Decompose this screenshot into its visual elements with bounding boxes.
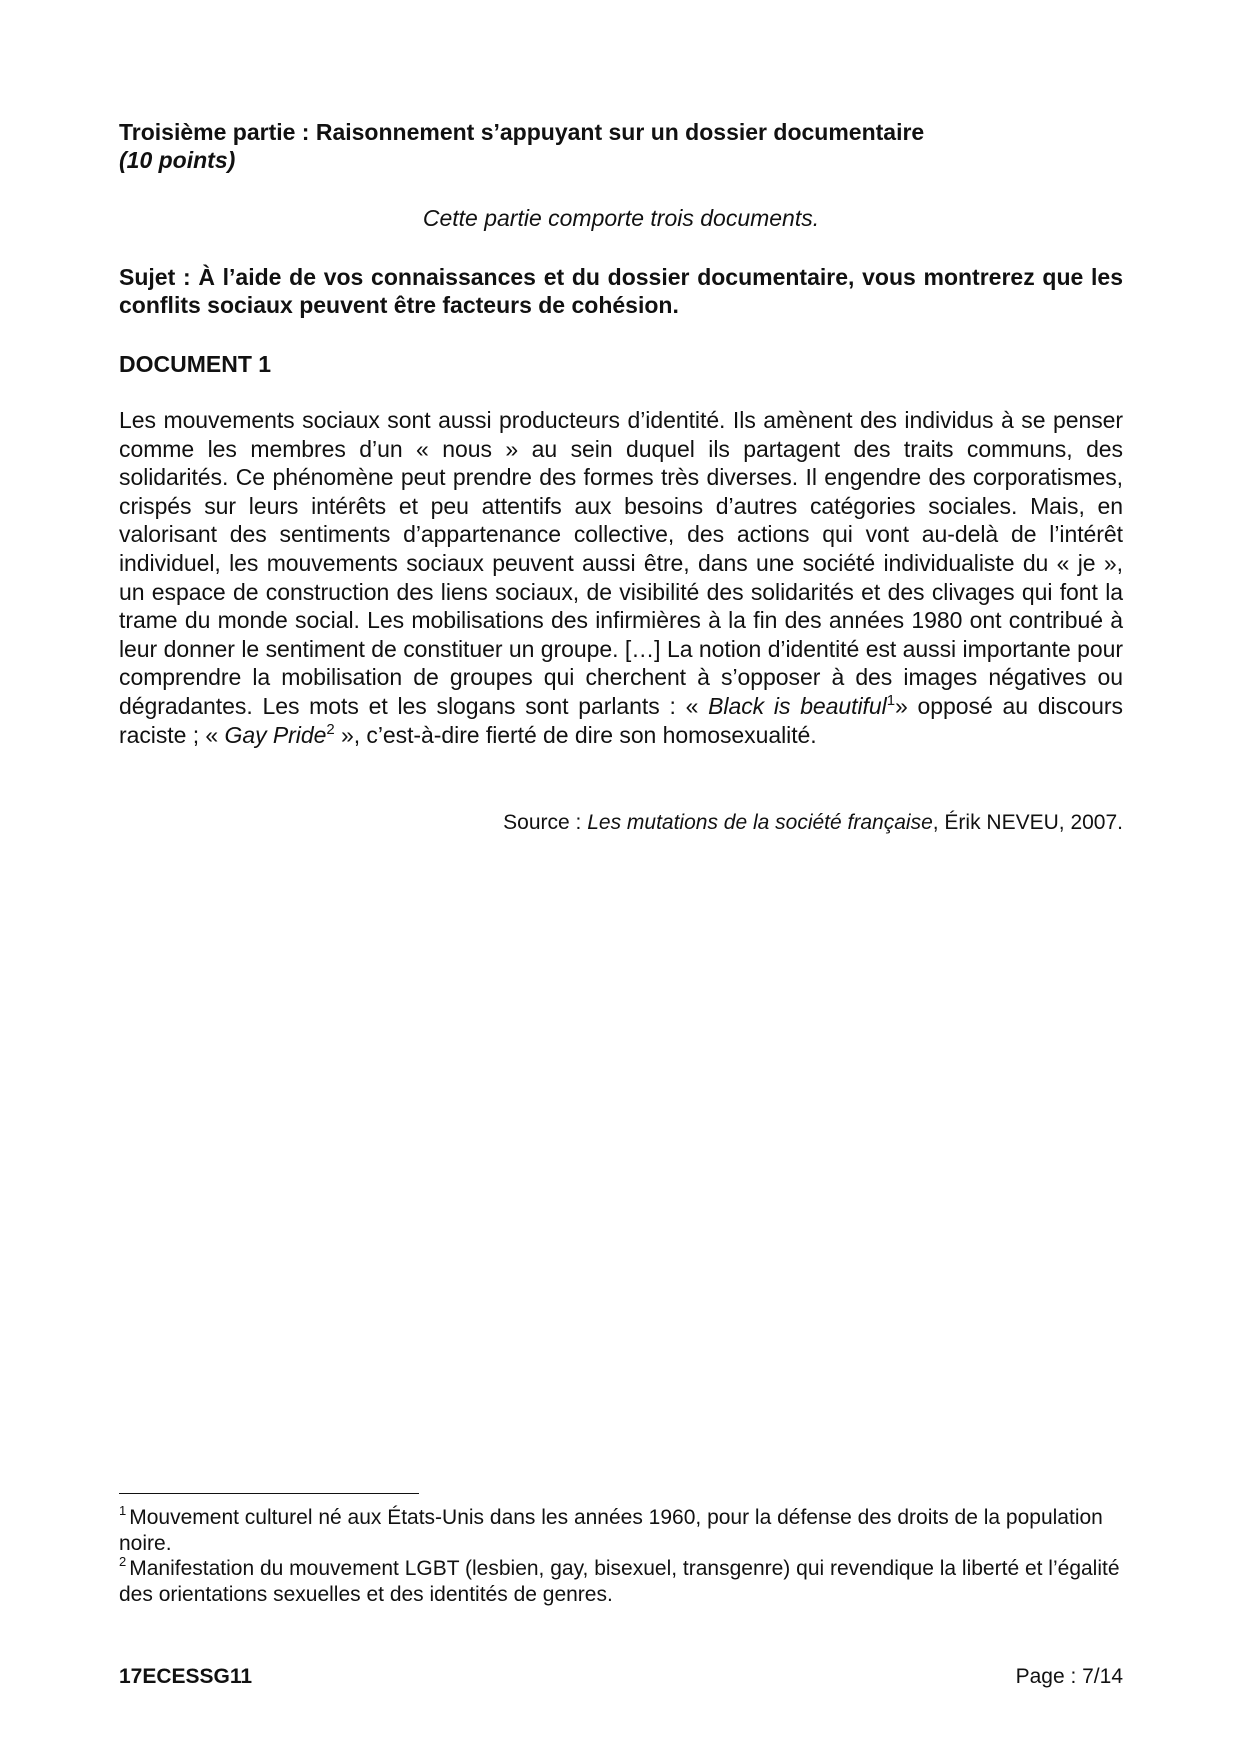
document-source	[119, 810, 1123, 836]
footnote-2-text: Manifestation du mouvement LGBT (lesbien, gay, bisexuel, transgenre) qui revendique la liberté et l’égalité des orientations sexuelles et des identités de genres.	[119, 1557, 1120, 1606]
source-title: Les mutations de la société française	[587, 811, 933, 834]
document-text-part-1: Les mouvements sociaux sont aussi producteurs d’identité. Ils amènent des individus à se penser comme les membres d’un « nous » au sein duquel ils partagent des traits communs, des solidarités. Ce phénomène peut prendre des formes très diverses. Il engendre des corporatismes, crispés sur leurs intérêts et peu attentifs aux besoins d’autres catégories sociales. Mais, en valorisant des sentiments d’appartenance collective, des actions qui vont au-delà de l’intérêt individuel, les mouvements sociaux peuvent aussi être, dans une société individualiste du « je », un espace de construction des liens sociaux, de visibilité des solidarités et des clivages qui font la trame du monde social. Les mobilisations des infirmières à la fin des années 1980 ont contribué à leur donner le sentiment de constituer un groupe. […] La notion d’identité est aussi importante pour comprendre la mobilisation de groupes qui cherchent à s’opposer à des images négatives ou dégradantes. Les mots et les slogans sont parlants : «	[119, 407, 1123, 719]
section-intro: Cette partie comporte trois documents.	[422, 205, 820, 231]
footnote-divider	[119, 1493, 419, 1494]
section-title	[119, 118, 1123, 174]
footnotes	[119, 1505, 1123, 1607]
slogan-gay-pride: Gay Pride	[224, 721, 327, 748]
exam-code: 17ECESSG11	[119, 1665, 253, 1688]
source-label: Source :	[503, 811, 588, 834]
document-heading: DOCUMENT 1	[119, 351, 272, 377]
footnote-1	[119, 1505, 1123, 1556]
document-text-part-3: », c’est-à-dire fierté de dire son homosexualité.	[334, 721, 817, 748]
section-title-text: Troisième partie : Raisonnement s’appuyant sur un dossier documentaire	[119, 119, 925, 145]
footnote-2	[119, 1556, 1123, 1607]
footnote-ref-1: 1	[886, 691, 895, 709]
subject-statement: Sujet : À l’aide de vos connaissances et du dossier documentaire, vous montrerez que les conflits sociaux peuvent être facteurs de cohésion.	[119, 264, 1123, 318]
source-author-year: , Érik NEVEU, 2007.	[932, 811, 1123, 834]
footnote-1-text: Mouvement culturel né aux États-Unis dans les années 1960, pour la défense des droits de la population noire.	[119, 1506, 1103, 1555]
footnote-1-number: 1	[119, 1503, 127, 1518]
footnote-ref-2: 2	[326, 720, 335, 738]
page-number: Page : 7/14	[1015, 1665, 1123, 1688]
document-text-part-2: » opposé au discours raciste ; «	[119, 692, 1123, 748]
document-body	[119, 406, 1123, 749]
section-points: (10 points)	[119, 147, 236, 173]
slogan-black-is-beautiful: Black is beautiful	[708, 692, 887, 719]
footnote-2-number: 2	[119, 1554, 127, 1569]
